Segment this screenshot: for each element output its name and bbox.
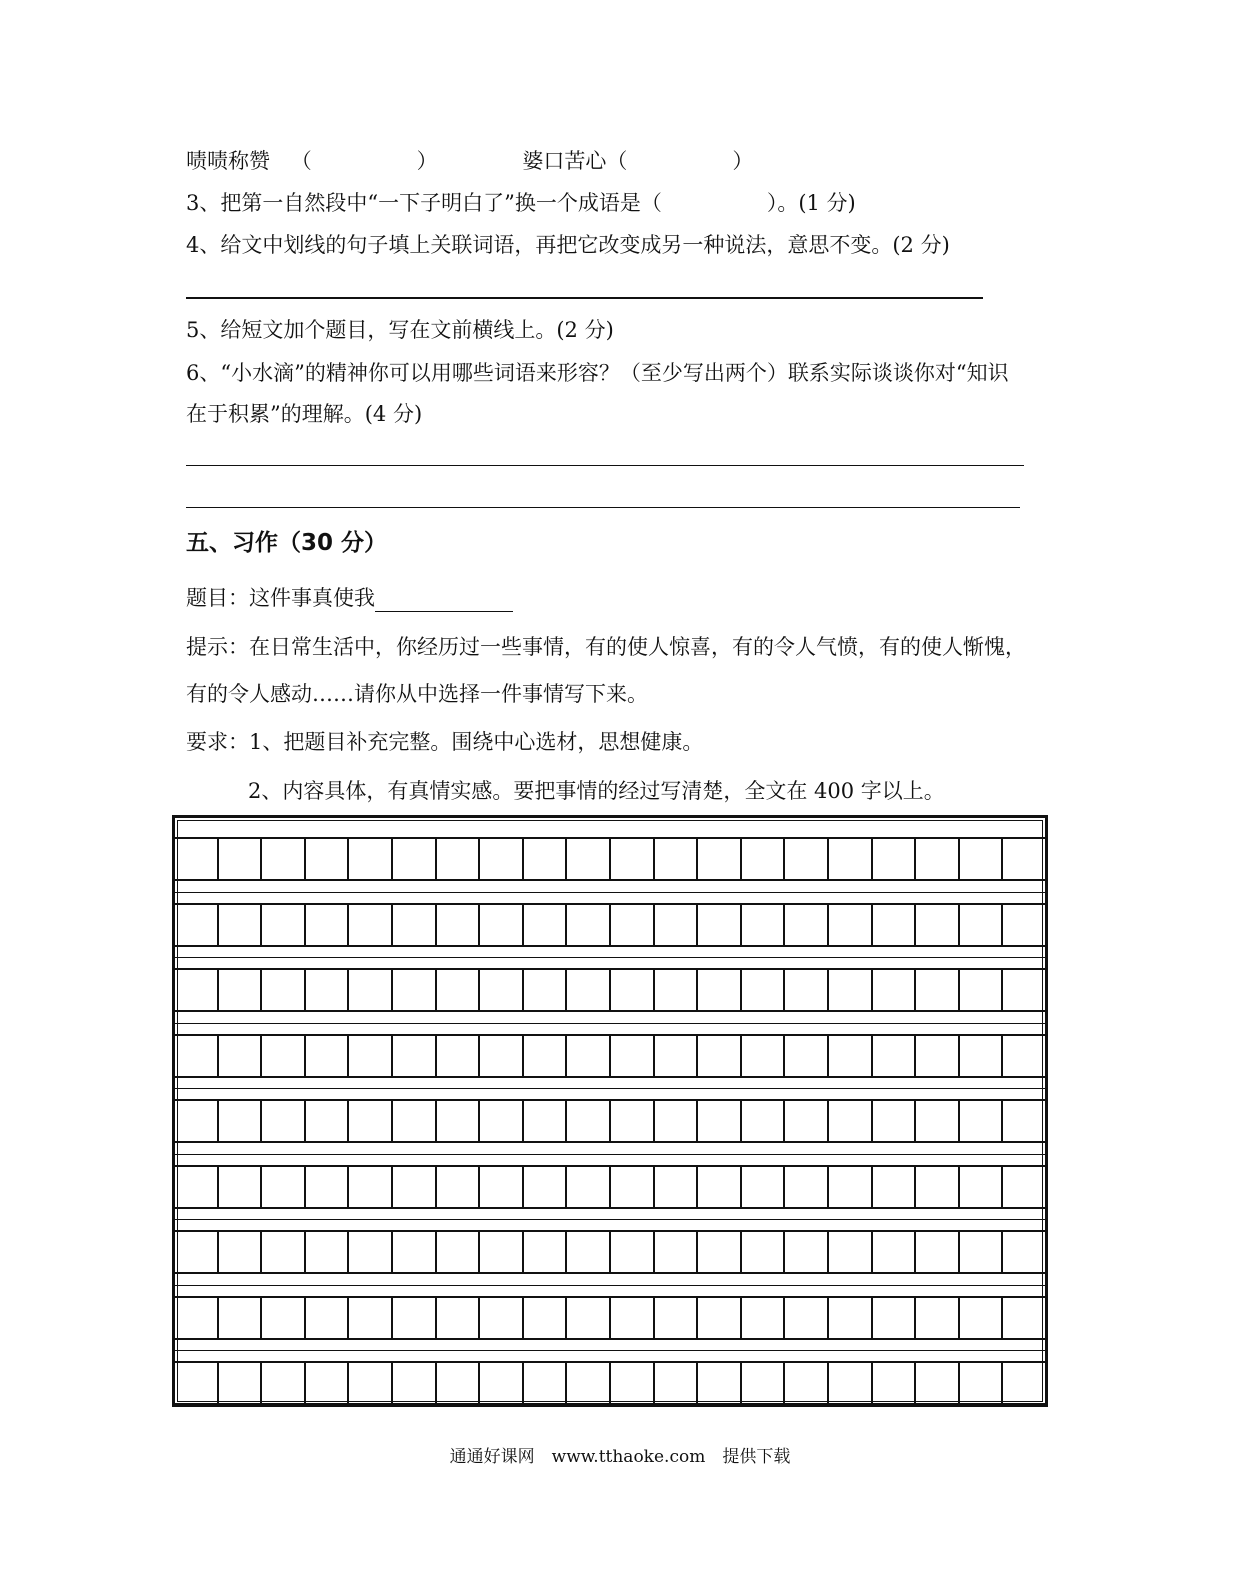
grid-cell[interactable] xyxy=(873,1363,917,1403)
grid-cell[interactable] xyxy=(698,1232,742,1272)
grid-cell[interactable] xyxy=(175,1363,219,1403)
grid-spacer-line xyxy=(175,1154,1045,1155)
grid-cell[interactable] xyxy=(698,905,742,945)
grid-row xyxy=(175,1034,1045,1078)
grid-cell[interactable] xyxy=(524,1167,568,1207)
grid-spacer-line xyxy=(175,1023,1045,1024)
grid-cell[interactable] xyxy=(262,970,306,1010)
grid-cell[interactable] xyxy=(829,1363,873,1403)
grid-cell[interactable] xyxy=(567,1036,611,1076)
word2: 婆口苦心 xyxy=(522,149,607,173)
grid-cell[interactable] xyxy=(219,1167,263,1207)
grid-cell[interactable] xyxy=(698,1101,742,1141)
grid-cell[interactable] xyxy=(785,1167,829,1207)
grid-cell[interactable] xyxy=(829,1232,873,1272)
grid-cell[interactable] xyxy=(175,1101,219,1141)
grid-cell[interactable] xyxy=(480,1363,524,1403)
grid-cell[interactable] xyxy=(742,1101,786,1141)
grid-cell[interactable] xyxy=(916,1363,960,1403)
grid-cell[interactable] xyxy=(1003,970,1045,1010)
grid-cell[interactable] xyxy=(349,970,393,1010)
grid-cell[interactable] xyxy=(742,1298,786,1338)
grid-cell[interactable] xyxy=(742,1036,786,1076)
grid-cell[interactable] xyxy=(742,839,786,879)
grid-cell[interactable] xyxy=(698,970,742,1010)
grid-cell[interactable] xyxy=(698,1363,742,1403)
grid-cell[interactable] xyxy=(698,1036,742,1076)
grid-cell[interactable] xyxy=(829,1167,873,1207)
grid-cell[interactable] xyxy=(524,1298,568,1338)
grid-cell[interactable] xyxy=(916,1232,960,1272)
question-3: 3、把第一自然段中“一下子明白了”换一个成语是（ ）。(1 分) xyxy=(186,191,856,215)
grid-spacer-line xyxy=(175,892,1045,893)
grid-cell[interactable] xyxy=(1003,1036,1045,1076)
grid-spacer-line xyxy=(175,957,1045,958)
grid-cell[interactable] xyxy=(698,839,742,879)
grid-cell[interactable] xyxy=(829,839,873,879)
grid-cell[interactable] xyxy=(175,1232,219,1272)
grid-cell[interactable] xyxy=(524,1363,568,1403)
grid-cell[interactable] xyxy=(742,1232,786,1272)
grid-cell[interactable] xyxy=(960,1167,1004,1207)
grid-cell[interactable] xyxy=(655,1298,699,1338)
grid-cell[interactable] xyxy=(873,970,917,1010)
grid-cell[interactable] xyxy=(742,1363,786,1403)
grid-cell[interactable] xyxy=(393,1363,437,1403)
grid-cell[interactable] xyxy=(873,1298,917,1338)
requirement-2: 2、内容具体，有真情实感。要把事情的经过写清楚，全文在 400 字以上。 xyxy=(248,779,945,803)
grid-cell[interactable] xyxy=(873,1167,917,1207)
grid-cell[interactable] xyxy=(567,1363,611,1403)
grid-cell[interactable] xyxy=(262,1167,306,1207)
grid-cell[interactable] xyxy=(219,1232,263,1272)
grid-cell[interactable] xyxy=(873,1036,917,1076)
hint-line-1: 提示：在日常生活中，你经历过一些事情，有的使人惊喜，有的令人气愤，有的使人惭愧， xyxy=(186,635,1026,659)
grid-cell[interactable] xyxy=(916,1298,960,1338)
grid-cell[interactable] xyxy=(567,1232,611,1272)
grid-cell[interactable] xyxy=(349,1101,393,1141)
grid-cell[interactable] xyxy=(262,1363,306,1403)
grid-cell[interactable] xyxy=(698,1298,742,1338)
word2-answer-paren[interactable]: （ ） xyxy=(606,149,754,173)
grid-cell[interactable] xyxy=(262,839,306,879)
grid-cell[interactable] xyxy=(175,905,219,945)
grid-cell[interactable] xyxy=(437,1298,481,1338)
grid-cell[interactable] xyxy=(480,1167,524,1207)
word1: 啧啧称赞 xyxy=(186,149,270,173)
grid-cell[interactable] xyxy=(219,1363,263,1403)
grid-cell[interactable] xyxy=(655,1232,699,1272)
grid-row xyxy=(175,1361,1045,1405)
grid-cell[interactable] xyxy=(480,970,524,1010)
grid-cell[interactable] xyxy=(873,1232,917,1272)
grid-cell[interactable] xyxy=(567,1298,611,1338)
grid-cell[interactable] xyxy=(655,970,699,1010)
grid-row xyxy=(175,968,1045,1012)
grid-cell[interactable] xyxy=(611,1036,655,1076)
grid-cell[interactable] xyxy=(567,839,611,879)
grid-cell[interactable] xyxy=(437,839,481,879)
grid-cell[interactable] xyxy=(655,905,699,945)
grid-cell[interactable] xyxy=(262,1232,306,1272)
grid-cell[interactable] xyxy=(524,970,568,1010)
grid-cell[interactable] xyxy=(306,1363,350,1403)
grid-cell[interactable] xyxy=(437,1036,481,1076)
grid-cell[interactable] xyxy=(349,1363,393,1403)
grid-cell[interactable] xyxy=(1003,1298,1045,1338)
grid-row xyxy=(175,1230,1045,1274)
grid-cell[interactable] xyxy=(873,839,917,879)
grid-cell[interactable] xyxy=(611,1298,655,1338)
grid-cell[interactable] xyxy=(1003,1232,1045,1272)
grid-cell[interactable] xyxy=(655,1101,699,1141)
grid-cell[interactable] xyxy=(1003,1167,1045,1207)
grid-cell[interactable] xyxy=(480,1232,524,1272)
grid-cell[interactable] xyxy=(785,1363,829,1403)
grid-cell[interactable] xyxy=(437,1363,481,1403)
grid-cell[interactable] xyxy=(175,1036,219,1076)
grid-cell[interactable] xyxy=(1003,905,1045,945)
grid-cell[interactable] xyxy=(437,1167,481,1207)
grid-cell[interactable] xyxy=(175,1298,219,1338)
word1-answer-paren[interactable]: （ ） xyxy=(290,149,438,173)
essay-title-prefix: 题目：这件事真使我 xyxy=(186,586,375,610)
grid-cell[interactable] xyxy=(393,1298,437,1338)
grid-cell[interactable] xyxy=(480,839,524,879)
grid-spacer-line xyxy=(175,1219,1045,1220)
grid-cell[interactable] xyxy=(611,1167,655,1207)
grid-cell[interactable] xyxy=(349,1298,393,1338)
grid-cell[interactable] xyxy=(393,970,437,1010)
grid-cell[interactable] xyxy=(306,905,350,945)
grid-cell[interactable] xyxy=(306,839,350,879)
question-6-line2: 在于积累”的理解。(4 分) xyxy=(186,402,423,426)
hint-line-2: 有的令人感动……请你从中选择一件事情写下来。 xyxy=(186,682,648,706)
grid-cell[interactable] xyxy=(567,970,611,1010)
grid-cell[interactable] xyxy=(393,1232,437,1272)
grid-cell[interactable] xyxy=(611,905,655,945)
grid-cell[interactable] xyxy=(349,1232,393,1272)
grid-cell[interactable] xyxy=(524,1232,568,1272)
grid-cell[interactable] xyxy=(393,1167,437,1207)
grid-row xyxy=(175,903,1045,947)
grid-cell[interactable] xyxy=(262,1101,306,1141)
grid-cell[interactable] xyxy=(567,1167,611,1207)
grid-cell[interactable] xyxy=(219,905,263,945)
grid-cell[interactable] xyxy=(306,1232,350,1272)
grid-cell[interactable] xyxy=(916,1036,960,1076)
grid-cell[interactable] xyxy=(785,1298,829,1338)
grid-cell[interactable] xyxy=(175,1167,219,1207)
grid-cell[interactable] xyxy=(480,1101,524,1141)
grid-cell[interactable] xyxy=(611,1232,655,1272)
grid-cell[interactable] xyxy=(742,970,786,1010)
grid-cell[interactable] xyxy=(916,1167,960,1207)
grid-cell[interactable] xyxy=(349,1036,393,1076)
grid-cell[interactable] xyxy=(524,905,568,945)
grid-cell[interactable] xyxy=(655,1363,699,1403)
grid-cell[interactable] xyxy=(785,1036,829,1076)
grid-cell[interactable] xyxy=(437,970,481,1010)
grid-cell[interactable] xyxy=(349,839,393,879)
grid-cell[interactable] xyxy=(524,1101,568,1141)
writing-grid[interactable] xyxy=(172,815,1048,1407)
grid-cell[interactable] xyxy=(306,1036,350,1076)
grid-cell[interactable] xyxy=(393,905,437,945)
grid-cell[interactable] xyxy=(829,1101,873,1141)
grid-cell[interactable] xyxy=(219,970,263,1010)
grid-cell[interactable] xyxy=(306,1101,350,1141)
grid-cell[interactable] xyxy=(393,1101,437,1141)
essay-title-line xyxy=(186,584,513,612)
grid-cell[interactable] xyxy=(219,1101,263,1141)
grid-cell[interactable] xyxy=(611,1363,655,1403)
grid-cell[interactable] xyxy=(349,1167,393,1207)
grid-cell[interactable] xyxy=(567,905,611,945)
grid-cell[interactable] xyxy=(873,905,917,945)
grid-cell[interactable] xyxy=(262,1036,306,1076)
essay-title-blank[interactable] xyxy=(375,589,513,612)
grid-cell[interactable] xyxy=(698,1167,742,1207)
grid-cell[interactable] xyxy=(785,970,829,1010)
grid-cell[interactable] xyxy=(655,1036,699,1076)
grid-cell[interactable] xyxy=(873,1101,917,1141)
grid-cell[interactable] xyxy=(219,1036,263,1076)
grid-row xyxy=(175,1165,1045,1209)
grid-cell[interactable] xyxy=(960,970,1004,1010)
grid-cell[interactable] xyxy=(655,1167,699,1207)
question-6-line1: 6、“小水滴”的精神你可以用哪些词语来形容？（至少写出两个）联系实际谈谈你对“知识 xyxy=(186,361,1009,385)
grid-cell[interactable] xyxy=(437,1232,481,1272)
grid-cell[interactable] xyxy=(960,1298,1004,1338)
grid-cell[interactable] xyxy=(567,1101,611,1141)
grid-cell[interactable] xyxy=(349,905,393,945)
grid-cell[interactable] xyxy=(1003,1363,1045,1403)
grid-cell[interactable] xyxy=(916,1101,960,1141)
grid-cell[interactable] xyxy=(785,1232,829,1272)
grid-cell[interactable] xyxy=(829,1298,873,1338)
grid-cell[interactable] xyxy=(437,905,481,945)
q4-answer-line[interactable] xyxy=(186,297,983,299)
grid-cell[interactable] xyxy=(960,839,1004,879)
grid-cell[interactable] xyxy=(262,1298,306,1338)
grid-cell[interactable] xyxy=(785,1101,829,1141)
grid-cell[interactable] xyxy=(393,839,437,879)
grid-cell[interactable] xyxy=(393,1036,437,1076)
section-5-heading: 五、习作（30 分） xyxy=(186,530,388,556)
requirement-1: 要求：1、把题目补充完整。围绕中心选材，思想健康。 xyxy=(186,730,704,754)
grid-cell[interactable] xyxy=(916,839,960,879)
q6-answer-line-2[interactable] xyxy=(186,507,1020,508)
grid-cell[interactable] xyxy=(829,1036,873,1076)
grid-cell[interactable] xyxy=(960,1036,1004,1076)
question-4: 4、给文中划线的句子填上关联词语，再把它改变成另一种说法，意思不变。(2 分) xyxy=(186,233,950,257)
grid-cell[interactable] xyxy=(785,905,829,945)
q6-answer-line-1[interactable] xyxy=(186,465,1024,466)
grid-cell[interactable] xyxy=(480,1036,524,1076)
grid-cell[interactable] xyxy=(219,1298,263,1338)
grid-cell[interactable] xyxy=(480,1298,524,1338)
footer: 通通好课网 www.tthaoke.com 提供下载 xyxy=(449,1447,791,1467)
grid-cell[interactable] xyxy=(524,839,568,879)
grid-cell[interactable] xyxy=(916,970,960,1010)
grid-cell[interactable] xyxy=(611,970,655,1010)
grid-spacer-line xyxy=(175,1350,1045,1351)
grid-row xyxy=(175,1099,1045,1143)
grid-cell[interactable] xyxy=(829,905,873,945)
grid-cell[interactable] xyxy=(306,970,350,1010)
grid-spacer-line xyxy=(175,1088,1045,1089)
q2-words-line xyxy=(186,147,753,175)
grid-cell[interactable] xyxy=(175,839,219,879)
grid-cell[interactable] xyxy=(219,839,263,879)
grid-cell[interactable] xyxy=(611,839,655,879)
question-5: 5、给短文加个题目，写在文前横线上。(2 分) xyxy=(186,318,614,342)
grid-cell[interactable] xyxy=(960,905,1004,945)
grid-cell[interactable] xyxy=(829,970,873,1010)
grid-cell[interactable] xyxy=(655,839,699,879)
grid-cell[interactable] xyxy=(960,1232,1004,1272)
grid-cell[interactable] xyxy=(785,839,829,879)
grid-cell[interactable] xyxy=(960,1101,1004,1141)
grid-cell[interactable] xyxy=(306,1298,350,1338)
grid-cell[interactable] xyxy=(262,905,306,945)
grid-cell[interactable] xyxy=(306,1167,350,1207)
grid-cell[interactable] xyxy=(742,1167,786,1207)
grid-cell[interactable] xyxy=(916,905,960,945)
grid-cell[interactable] xyxy=(742,905,786,945)
grid-cell[interactable] xyxy=(960,1363,1004,1403)
grid-cell[interactable] xyxy=(175,970,219,1010)
grid-row xyxy=(175,837,1045,881)
grid-cell[interactable] xyxy=(437,1101,481,1141)
grid-cell[interactable] xyxy=(1003,839,1045,879)
grid-spacer-line xyxy=(175,1285,1045,1286)
grid-cell[interactable] xyxy=(480,905,524,945)
grid-row xyxy=(175,1296,1045,1340)
grid-cell[interactable] xyxy=(1003,1101,1045,1141)
grid-cell[interactable] xyxy=(611,1101,655,1141)
grid-cell[interactable] xyxy=(524,1036,568,1076)
